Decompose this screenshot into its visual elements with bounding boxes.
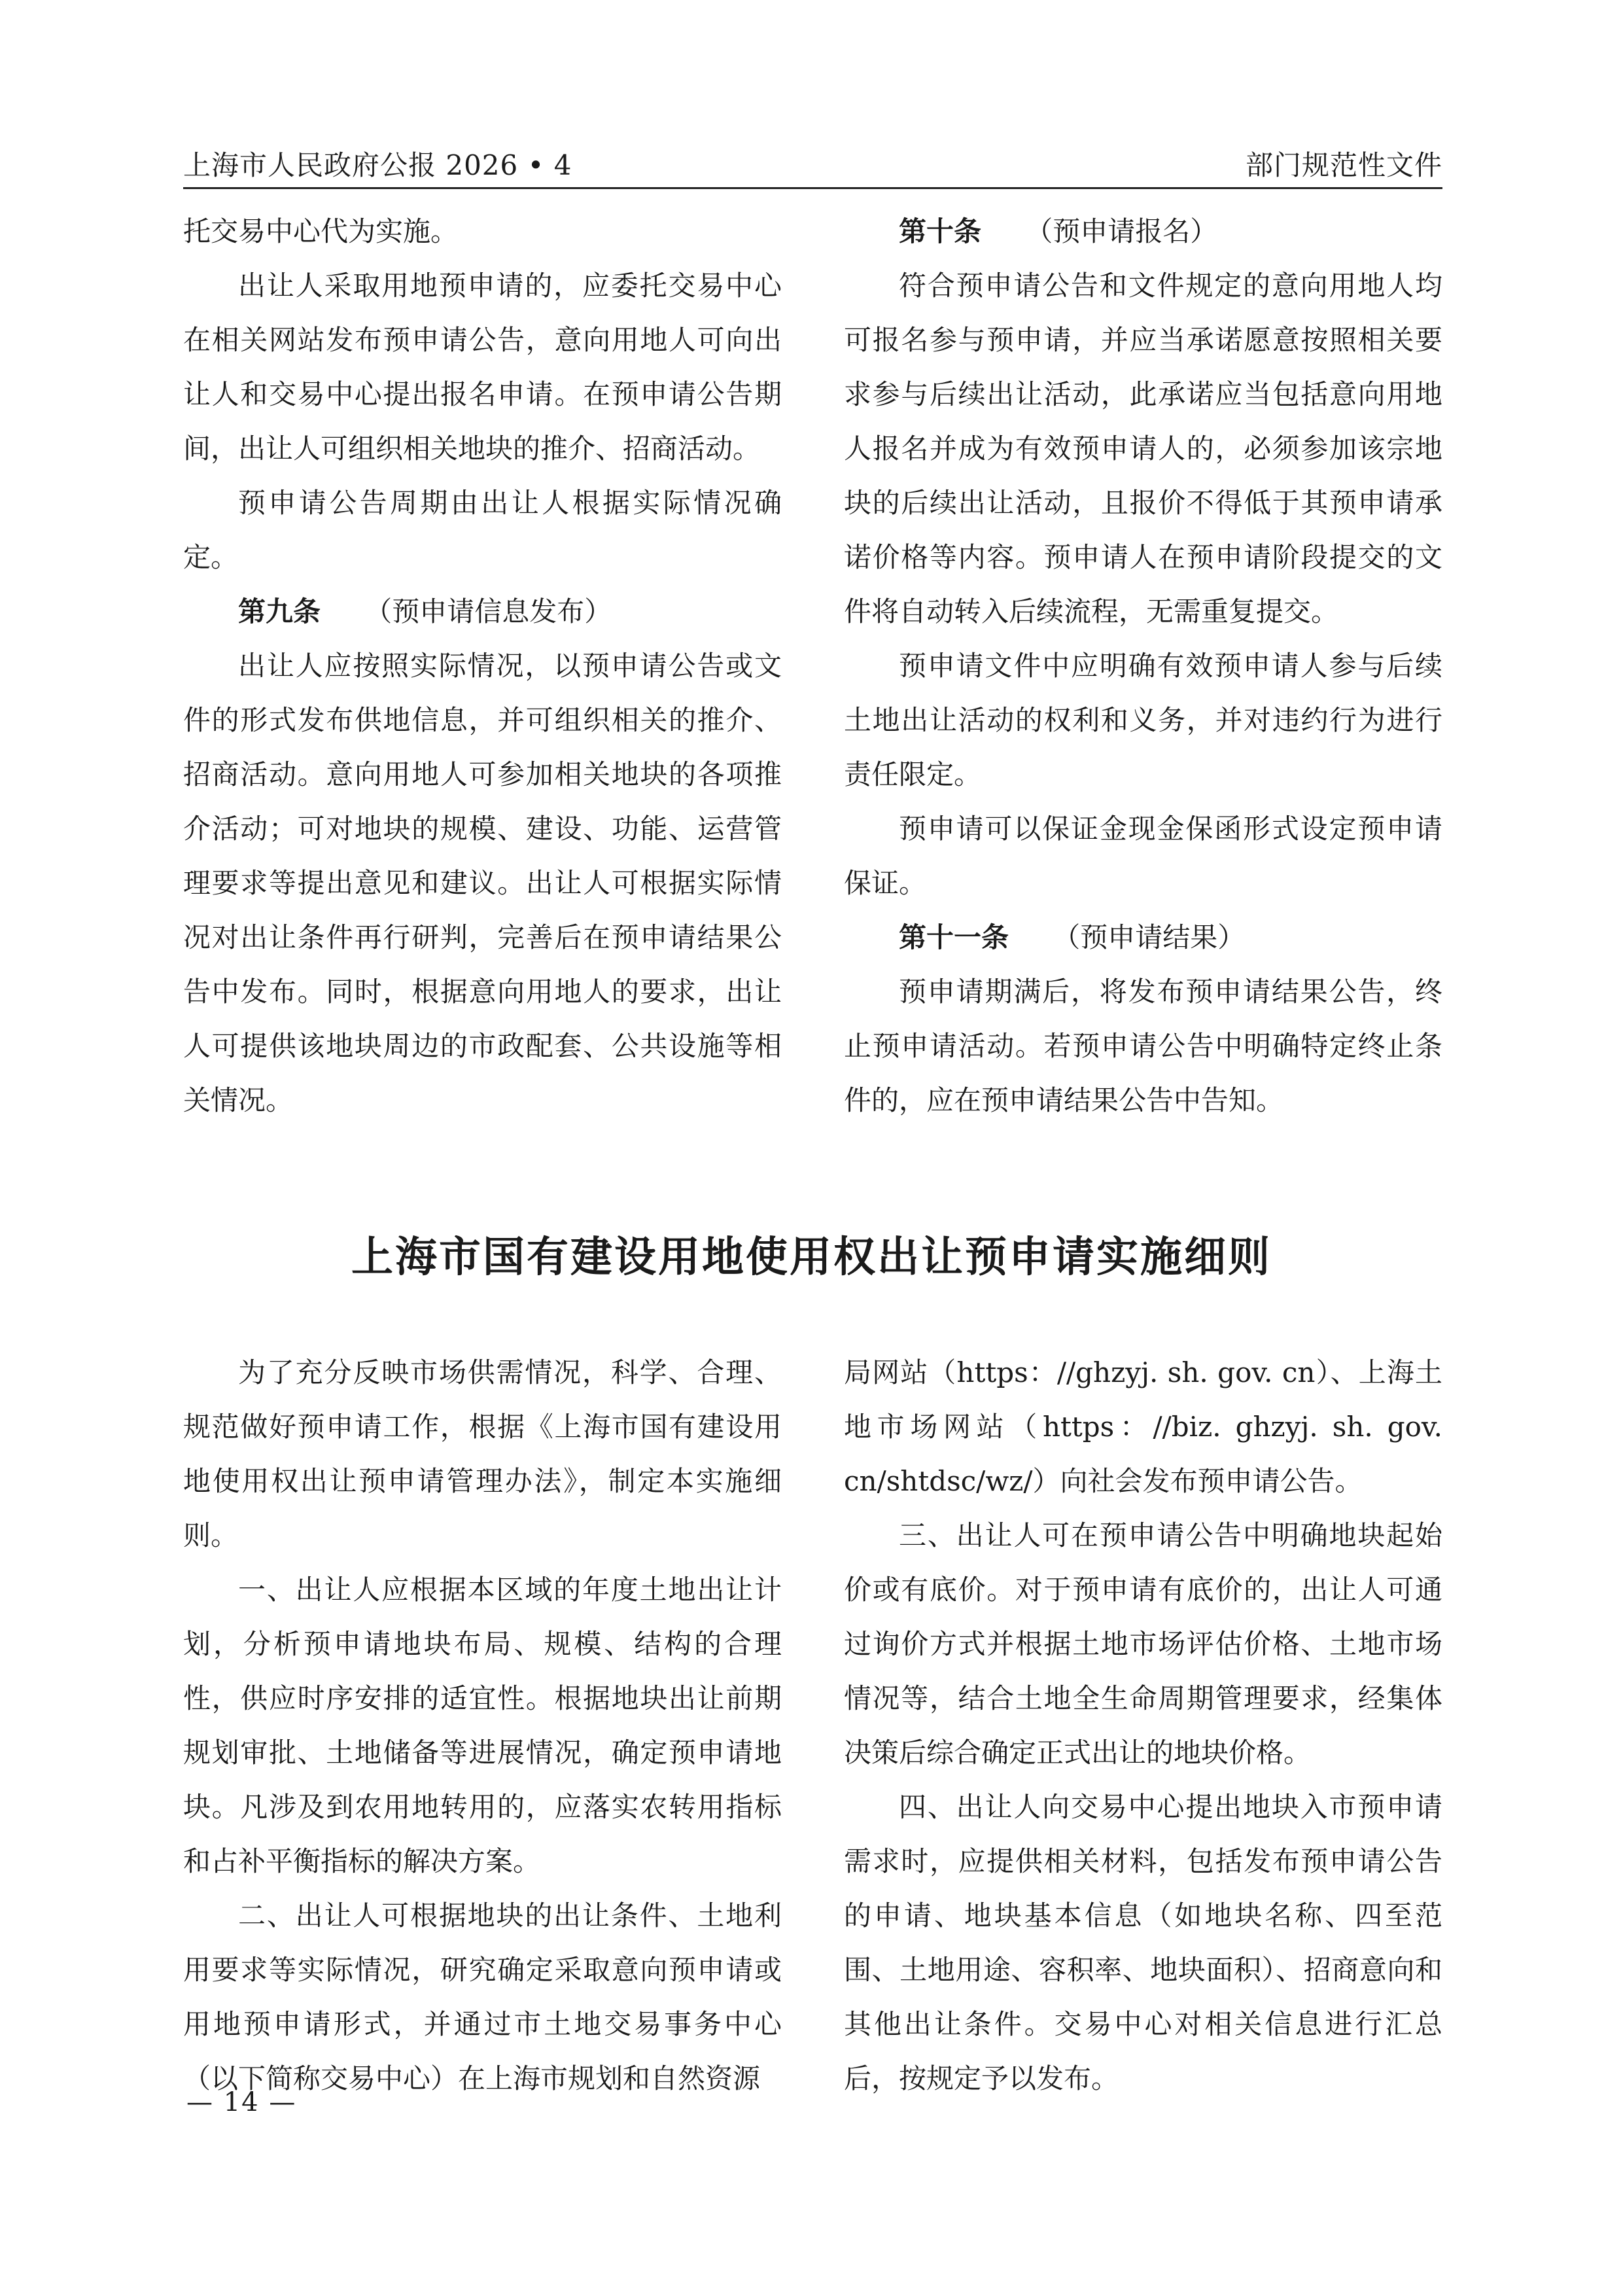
article-heading: [844, 204, 1442, 258]
article-subtitle: （预申请报名）: [1025, 215, 1218, 247]
page-header: [183, 136, 1442, 189]
paragraph: 预申请文件中应明确有效预申请人参与后续土地出让活动的权利和义务，并对违约行为进行责任限定。: [844, 650, 1442, 790]
article-heading: [183, 584, 782, 639]
top-left-column: [183, 204, 782, 1127]
section-label: 部门规范性文件: [1245, 149, 1442, 181]
paragraph: 四、出让人向交易中心提出地块入市预申请需求时，应提供相关材料，包括发布预申请公告的申请、地块基本信息（如地块名称、四至范围、土地用途、容积率、地块面积）、招商意向和其他出让条件。交易中心对相关信息进行汇总后，按规定予以发布。: [844, 1791, 1442, 2094]
article-subtitle: （预申请信息发布）: [364, 595, 612, 627]
article-heading: [844, 910, 1442, 964]
paragraph: 出让人采取用地预申请的，应委托交易中心在相关网站发布预申请公告，意向用地人可向出让人和交易中心提出报名申请。在预申请公告期间，出让人可组织相关地块的推介、招商活动。: [183, 270, 782, 465]
paragraph: 三、出让人可在预申请公告中明确地块起始价或有底价。对于预申请有底价的，出让人可通过询价方式并根据土地市场评估价格、土地市场情况等，结合土地全生命周期管理要求，经集体决策后综合确定正式出让的地块价格。: [844, 1519, 1442, 1769]
document-title: 上海市国有建设用地使用权出让预申请实施细则: [351, 1233, 1272, 1282]
paragraph: 预申请可以保证金现金保函形式设定预申请保证。: [844, 813, 1442, 899]
article-number: 第十一条: [899, 921, 1009, 953]
top-right-column: [844, 204, 1442, 1127]
article-subtitle: （预申请结果）: [1053, 921, 1246, 953]
paragraph: 为了充分反映市场供需情况，科学、合理、规范做好预申请工作，根据《上海市国有建设用地使用权出让预申请管理办法》，制定本实施细则。: [183, 1356, 782, 1551]
paragraph: 托交易中心代为实施。: [183, 215, 459, 247]
article-number: 第九条: [238, 595, 321, 627]
paragraph: 局网站（https：//ghzyj. sh. gov. cn）、上海土地市场网站（https：//biz. ghzyj. sh. gov. cn/shtdsc/wz/）向社会发布预申请公告。: [844, 1356, 1442, 1497]
page-number: — 14 —: [186, 2087, 297, 2117]
publication-title: 上海市人民政府公报 2026 • 4: [183, 149, 572, 181]
bottom-right-column: [844, 1345, 1442, 2106]
paragraph: 二、出让人可根据地块的出让条件、土地利用要求等实际情况，研究确定采取意向预申请或用地预申请形式，并通过市土地交易事务中心（以下简称交易中心）在上海市规划和自然资源: [183, 1899, 782, 2094]
paragraph: 预申请期满后，将发布预申请结果公告，终止预申请活动。若预申请公告中明确特定终止条件的，应在预申请结果公告中告知。: [844, 976, 1442, 1116]
paragraph: 预申请公告周期由出让人根据实际情况确定。: [183, 487, 782, 573]
paragraph: 出让人应按照实际情况，以预申请公告或文件的形式发布供地信息，并可组织相关的推介、招商活动。意向用地人可参加相关地块的各项推介活动；可对地块的规模、建设、功能、运营管理要求等提出意见和建议。出让人可根据实际情况对出让条件再行研判，完善后在预申请结果公告中发布。同时，根据意向用地人的要求，出让人可提供该地块周边的市政配套、公共设施等相关情况。: [183, 650, 782, 1116]
paragraph: 符合预申请公告和文件规定的意向用地人均可报名参与预申请，并应当承诺愿意按照相关要求参与后续出让活动，此承诺应当包括意向用地人报名并成为有效预申请人的，必须参加该宗地块的后续出让活动，且报价不得低于其预申请承诺价格等内容。预申请人在预申请阶段提交的文件将自动转入后续流程，无需重复提交。: [844, 270, 1442, 627]
article-number: 第十条: [899, 215, 982, 247]
bottom-left-column: [183, 1345, 782, 2106]
paragraph: 一、出让人应根据本区域的年度土地出让计划，分析预申请地块布局、规模、结构的合理性，供应时序安排的适宜性。根据地块出让前期规划审批、土地储备等进展情况，确定预申请地块。凡涉及到农用地转用的，应落实农转用指标和占补平衡指标的解决方案。: [183, 1574, 782, 1877]
